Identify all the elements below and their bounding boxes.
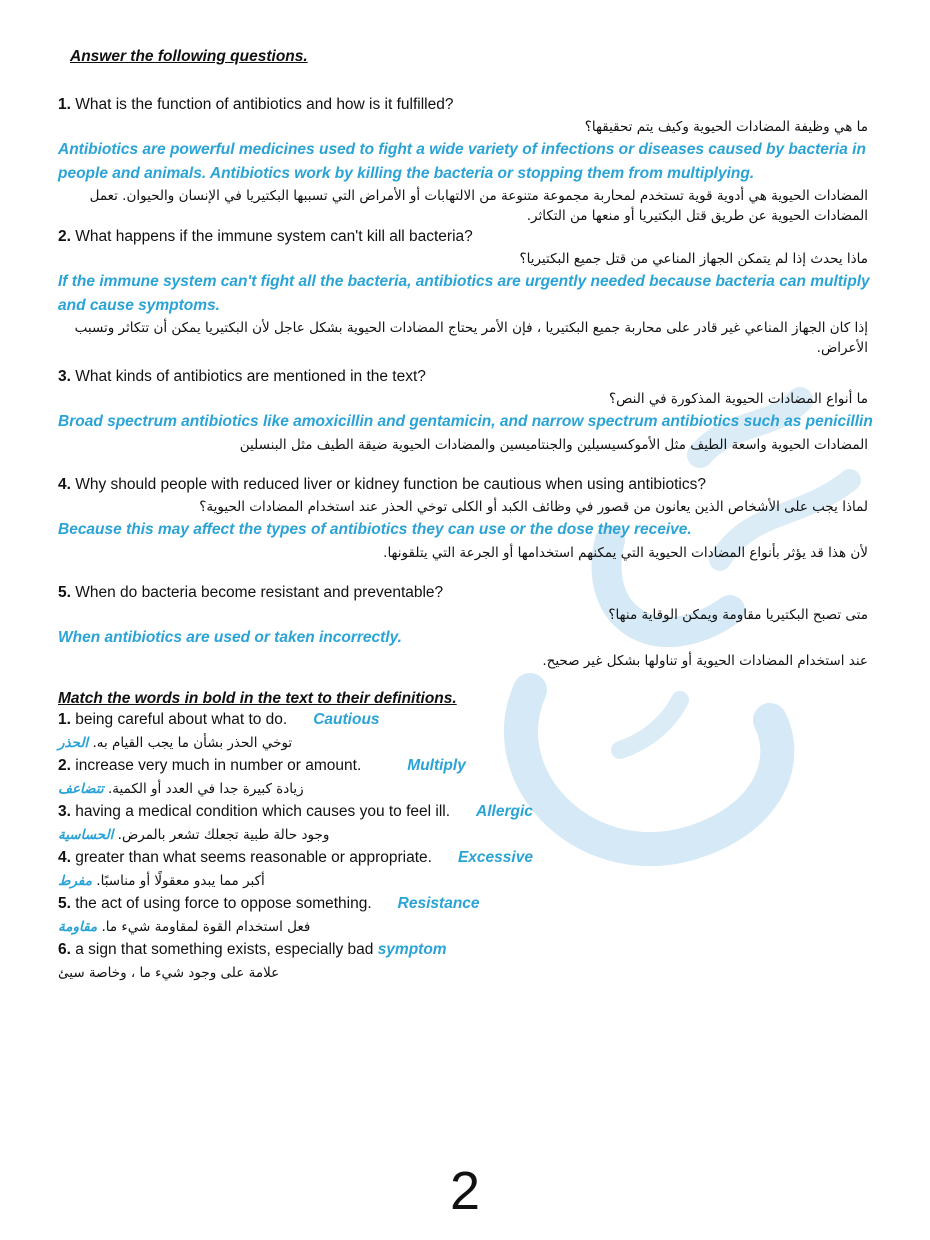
answer-text-arabic: المضادات الحيوية هي أدوية قوية تستخدم لمحاربة مجموعة متنوعة من الالتهابات أو الأمراض التي تسببها البكتيريا في الإنسان والحيوان. تعمل المضادات الحيوية عن طريق قتل البكتيريا أو منعها من التكاثر. bbox=[89, 188, 868, 224]
match-item-3 bbox=[58, 800, 880, 846]
question-text: Why should people with reduced liver or kidney function be cautious when using antibiotics? bbox=[75, 476, 706, 493]
question-text-arabic: لماذا يجب على الأشخاص الذين يعانون من قصور في وظائف الكبد أو الكلى توخي الحذر عند استخدام المضادات الحيوية؟ bbox=[199, 499, 868, 515]
question-number: 3. bbox=[58, 368, 71, 385]
question-number: 5. bbox=[58, 584, 71, 601]
match-number: 3. bbox=[58, 803, 71, 820]
question-number: 4. bbox=[58, 476, 71, 493]
match-definition: a sign that something exists, especially bad bbox=[75, 941, 374, 958]
question-3 bbox=[58, 366, 880, 456]
match-heading: Match the words in bold in the text to their definitions. bbox=[58, 690, 457, 707]
match-answer-word: Excessive bbox=[457, 849, 533, 866]
match-number: 4. bbox=[58, 849, 71, 866]
match-answer-word-arabic: الحساسية bbox=[58, 827, 114, 843]
match-definition-arabic: أكبر مما يبدو معقولًا أو مناسبًا. bbox=[96, 873, 265, 889]
answer-text: Because this may affect the types of antibiotics they can use or the dose they receive. bbox=[58, 521, 692, 538]
answer-text-arabic: المضادات الحيوية واسعة الطيف مثل الأموكسيسيلين والجنتاميسين والمضادات الحيوية ضيقة الطيف مثل البنسلين bbox=[239, 437, 868, 453]
answer-text: Broad spectrum antibiotics like amoxicillin and gentamicin, and narrow spectrum antibiotics such as penicillin bbox=[58, 413, 873, 430]
match-definition-arabic: علامة على وجود شيء ما ، وخاصة سيئ bbox=[58, 965, 280, 981]
answer-text: Antibiotics are powerful medicines used to fight a wide variety of infections or diseases caused by bacteria in people and animals. Antibiotics work by killing the bacteria or stopping them from multiplying. bbox=[58, 141, 866, 182]
section-heading: Answer the following questions. bbox=[70, 48, 308, 65]
match-answer-word: Resistance bbox=[397, 895, 480, 912]
match-answer-word: Cautious bbox=[313, 711, 380, 728]
match-answer-word-arabic: مقاومة bbox=[58, 919, 98, 935]
question-5 bbox=[58, 582, 880, 672]
question-2 bbox=[58, 226, 880, 358]
question-text-arabic: ما هي وظيفة المضادات الحيوية وكيف يتم تحقيقها؟ bbox=[584, 119, 868, 135]
question-text-arabic: ما أنواع المضادات الحيوية المذكورة في النص؟ bbox=[608, 391, 868, 407]
question-number: 2. bbox=[58, 228, 71, 245]
question-text: What happens if the immune system can't kill all bacteria? bbox=[75, 228, 473, 245]
match-definition-arabic: زيادة كبيرة جدا في العدد أو الكمية. bbox=[107, 781, 304, 797]
answer-text: When antibiotics are used or taken incorrectly. bbox=[58, 629, 402, 646]
question-number: 1. bbox=[58, 96, 71, 113]
answer-text-arabic: لأن هذا قد يؤثر بأنواع المضادات الحيوية التي يمكنهم استخدامها أو الجرعة التي يتلقونها. bbox=[383, 545, 868, 561]
match-item-2 bbox=[58, 754, 880, 800]
match-definition: increase very much in number or amount. bbox=[75, 757, 362, 774]
match-item-6 bbox=[58, 938, 880, 984]
question-text: What is the function of antibiotics and how is it fulfilled? bbox=[75, 96, 454, 113]
match-item-1 bbox=[58, 708, 880, 754]
match-item-4 bbox=[58, 846, 880, 892]
match-definition: having a medical condition which causes you to feel ill. bbox=[75, 803, 451, 820]
match-answer-word: Allergic bbox=[476, 803, 533, 820]
match-definition-arabic: توخي الحذر بشأن ما يجب القيام به. bbox=[92, 735, 293, 751]
question-text-arabic: متى تصبح البكتيريا مقاومة ويمكن الوقاية منها؟ bbox=[608, 607, 868, 623]
question-text-arabic: ماذا يحدث إذا لم يتمكن الجهاز المناعي من قتل جميع البكتيريا؟ bbox=[519, 251, 868, 267]
match-item-5 bbox=[58, 892, 880, 938]
question-text: When do bacteria become resistant and preventable? bbox=[75, 584, 444, 601]
match-definition: greater than what seems reasonable or appropriate. bbox=[75, 849, 432, 866]
answer-text-arabic: إذا كان الجهاز المناعي غير قادر على محاربة جميع البكتيريا ، فإن الأمر يحتاج المضادات الحيوية بشكل عاجل لأن البكتيريا يمكن أن تتكاثر وتسبب الأعراض. bbox=[74, 320, 868, 356]
match-answer-word-arabic: مفرط bbox=[58, 873, 92, 889]
match-number: 1. bbox=[58, 711, 71, 728]
answer-text: If the immune system can't fight all the bacteria, antibiotics are urgently needed because bacteria can multiply and cause symptoms. bbox=[58, 273, 870, 314]
match-answer-word: symptom bbox=[377, 941, 447, 958]
match-number: 2. bbox=[58, 757, 71, 774]
match-definition: being careful about what to do. bbox=[75, 711, 288, 728]
match-definition-arabic: فعل استخدام القوة لمقاومة شيء ما. bbox=[101, 919, 311, 935]
match-answer-word-arabic: الحذر bbox=[58, 735, 89, 751]
match-answer-word: Multiply bbox=[407, 757, 466, 774]
match-definition: the act of using force to oppose something. bbox=[75, 895, 372, 912]
match-definition-arabic: وجود حالة طبية تجعلك تشعر بالمرض. bbox=[117, 827, 330, 843]
question-text: What kinds of antibiotics are mentioned in the text? bbox=[75, 368, 426, 385]
question-4 bbox=[58, 474, 880, 564]
match-number: 5. bbox=[58, 895, 71, 912]
worksheet-page bbox=[58, 48, 880, 984]
question-1 bbox=[58, 94, 880, 226]
match-answer-word-arabic: تتضاعف bbox=[58, 781, 104, 797]
page-number: 2 bbox=[449, 1161, 481, 1221]
answer-text-arabic: عند استخدام المضادات الحيوية أو تناولها بشكل غير صحيح. bbox=[542, 653, 868, 669]
match-number: 6. bbox=[58, 941, 71, 958]
